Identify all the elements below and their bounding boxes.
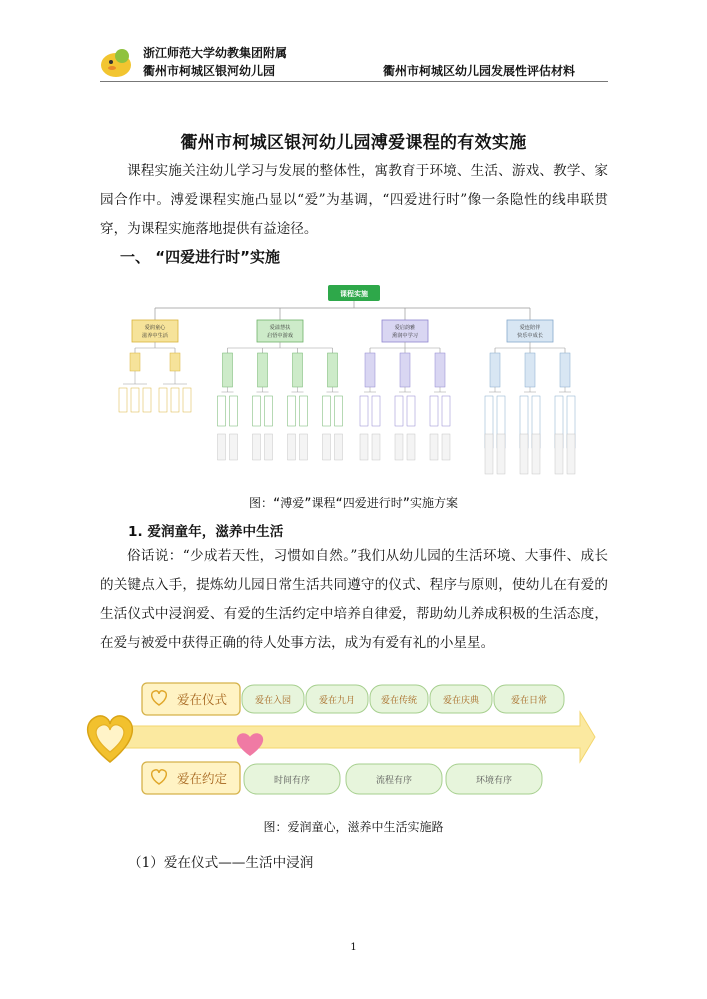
org-child-node xyxy=(293,353,303,387)
org-leaf-node xyxy=(520,434,528,474)
org-child-node xyxy=(258,353,268,387)
subsection-heading-2: （1）爱在仪式——生活中浸润 xyxy=(128,855,314,871)
org-leaf-node xyxy=(230,434,238,460)
label-ritual-text: 爱在仪式 xyxy=(177,692,228,707)
page-number: 1 xyxy=(350,942,357,953)
org-branch-label: 滋养中生活 xyxy=(142,333,168,339)
org-branch-label: 爱润童心 xyxy=(144,325,166,331)
org-leaf-node xyxy=(119,388,127,412)
org-branch-label: 熏润中学习 xyxy=(392,333,418,339)
org-branch-label: 爱启韵雅 xyxy=(394,325,416,331)
org-root-label: 课程实施 xyxy=(340,290,368,298)
org-leaf-node xyxy=(253,434,261,460)
progress-arrow xyxy=(120,712,595,762)
curriculum-org-chart xyxy=(100,278,608,483)
org-leaf-node xyxy=(288,434,296,460)
org-leaf-node xyxy=(230,396,238,426)
org-leaf-node xyxy=(265,434,273,460)
org-leaf-node xyxy=(407,434,415,460)
org-leaf-node xyxy=(430,396,438,426)
figure1-caption: 图：“溥爱”课程“四爱进行时”实施方案 xyxy=(249,496,458,510)
org-leaf-node xyxy=(323,434,331,460)
header-doc-title: 衢州市柯城区幼儿园发展性评估材料 xyxy=(383,64,576,78)
org-leaf-node xyxy=(335,434,343,460)
org-branch-label: 爱溢慧扶 xyxy=(269,325,291,331)
org-leaf-node xyxy=(335,396,343,426)
org-leaf-node xyxy=(360,434,368,460)
org-leaf-node xyxy=(395,434,403,460)
ritual-item-text: 爱在传统 xyxy=(380,696,418,706)
header-org-line2: 衢州市柯城区银河幼儿园 xyxy=(143,64,276,78)
org-leaf-node xyxy=(372,396,380,426)
ritual-item-text: 爱在庆典 xyxy=(442,696,480,706)
org-leaf-node xyxy=(555,434,563,474)
path-diagram xyxy=(80,670,600,805)
org-leaf-node xyxy=(300,396,308,426)
section-heading: 一、 “四爱进行时”实施 xyxy=(120,248,280,266)
org-leaf-node xyxy=(159,388,167,412)
org-leaf-node xyxy=(131,388,139,412)
document-title: 衢州市柯城区银河幼儿园溥爱课程的有效实施 xyxy=(180,133,527,153)
org-leaf-node xyxy=(430,434,438,460)
body-paragraph-2: 俗话说：“少成若天性，习惯如自然。”我们从幼儿园的生活环境、大事件、成长的关键点入手，提炼幼儿园日常生活共同遵守的仪式、程序与原则，使幼儿在有爱的生活仪式中浸润爱、有爱的生活约定中培养自律爱，帮助幼儿养成积极的生活态度，在爱与被爱中获得正确的待人处事方法，成为有爱有礼的小星星。 xyxy=(100,548,608,651)
org-leaf-node xyxy=(395,396,403,426)
org-child-node xyxy=(400,353,410,387)
org-leaf-node xyxy=(567,434,575,474)
label-agreement-text: 爱在约定 xyxy=(177,771,228,786)
org-leaf-node xyxy=(300,434,308,460)
org-child-node xyxy=(490,353,500,387)
org-branch-label: 快乐中成长 xyxy=(517,333,543,339)
org-child-node xyxy=(223,353,233,387)
org-leaf-node xyxy=(183,388,191,412)
org-leaf-node xyxy=(532,434,540,474)
ritual-item-text: 爱在日常 xyxy=(510,696,548,706)
org-child-node xyxy=(525,353,535,387)
org-leaf-node xyxy=(442,396,450,426)
org-child-node xyxy=(560,353,570,387)
org-child-node xyxy=(130,353,140,371)
header-org-line1: 浙江师范大学幼教集团附属 xyxy=(143,46,288,60)
org-child-node xyxy=(365,353,375,387)
org-leaf-node xyxy=(407,396,415,426)
org-leaf-node xyxy=(497,434,505,474)
org-leaf-node xyxy=(372,434,380,460)
org-leaf-node xyxy=(143,388,151,412)
org-leaf-node xyxy=(323,396,331,426)
org-leaf-node xyxy=(171,388,179,412)
org-child-node xyxy=(435,353,445,387)
ritual-item-text: 爱在九月 xyxy=(318,696,356,706)
org-branch-label: 爱连陪伴 xyxy=(519,325,541,331)
org-leaf-node xyxy=(218,396,226,426)
agreement-item-text: 流程有序 xyxy=(375,776,413,786)
ritual-item-text: 爱在入园 xyxy=(254,696,292,706)
org-leaf-node xyxy=(288,396,296,426)
org-leaf-node xyxy=(485,434,493,474)
org-child-node xyxy=(328,353,338,387)
org-leaf-node xyxy=(442,434,450,460)
agreement-item-text: 时间有序 xyxy=(273,776,311,786)
org-leaf-node xyxy=(360,396,368,426)
agreement-item-text: 环境有序 xyxy=(475,776,513,786)
figure2-caption: 图：爱润童心，滋养中生活实施路 xyxy=(263,820,444,834)
intro-paragraph: 课程实施关注幼儿学习与发展的整体性，寓教育于环境、生活、游戏、教学、家园合作中。溥爱课程实施凸显以“爱”为基调，“四爱进行时”像一条隐性的线串联贯穿，为课程实施落地提供有益途径。 xyxy=(100,163,608,237)
subsection-heading-1: 1. 爱润童年，滋养中生活 xyxy=(128,524,284,540)
org-leaf-node xyxy=(218,434,226,460)
kindergarten-logo xyxy=(100,46,134,78)
org-branch-label: 启悟中游戏 xyxy=(267,333,293,339)
org-child-node xyxy=(170,353,180,371)
org-leaf-node xyxy=(253,396,261,426)
org-leaf-node xyxy=(265,396,273,426)
header-rule xyxy=(100,81,608,82)
